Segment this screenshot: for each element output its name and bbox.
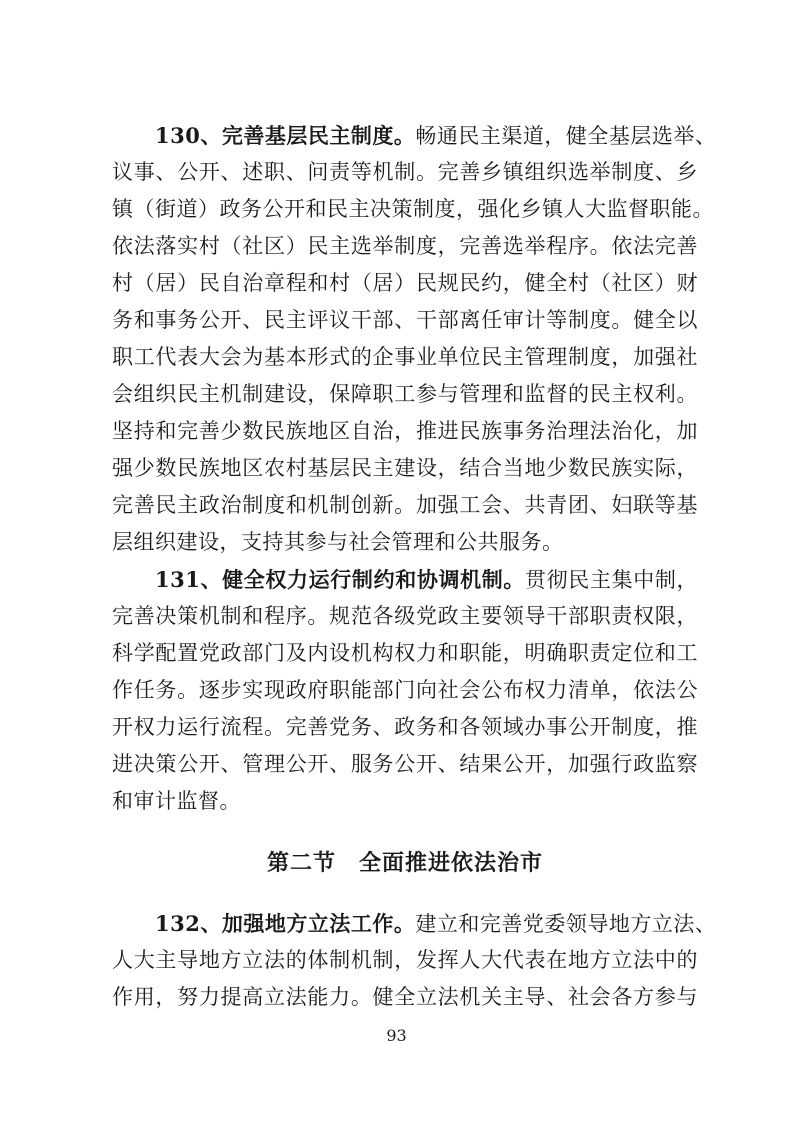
paragraph-line: 人大主导地方立法的体制机制，发挥人大代表在地方立法中的 bbox=[112, 948, 698, 972]
paragraph-head: 130、完善基层民主制度。 bbox=[155, 123, 416, 148]
paragraph-line: 科学配置党政部门及内设机构权力和职能，明确职责定位和工 bbox=[112, 641, 698, 665]
paragraph-131 bbox=[112, 561, 698, 820]
paragraph-text: 建立和完善党委领导地方立法、 bbox=[415, 912, 717, 936]
paragraph-line: 进决策公开、管理公开、服务公开、结果公开，加强行政监察 bbox=[112, 752, 698, 776]
paragraph-line: 完善民主政治制度和机制创新。加强工会、共青团、妇联等基 bbox=[112, 493, 698, 517]
paragraph-line: 村（居）民自治章程和村（居）民规民约，健全村（社区）财 bbox=[112, 271, 698, 295]
paragraph-line: 和审计监督。 bbox=[112, 789, 241, 813]
page-content bbox=[112, 117, 717, 1016]
paragraph-line: 层组织建设，支持其参与社会管理和公共服务。 bbox=[112, 530, 564, 554]
paragraph-130 bbox=[112, 117, 717, 561]
paragraph-line: 开权力运行流程。完善党务、政务和各领域办事公开制度，推 bbox=[112, 715, 698, 739]
paragraph-line bbox=[112, 561, 698, 598]
paragraph-line: 依法落实村（社区）民主选举制度，完善选举程序。依法完善 bbox=[112, 234, 698, 258]
paragraph-line: 务和事务公开、民主评议干部、干部离任审计等制度。健全以 bbox=[112, 308, 698, 332]
paragraph-line: 强少数民族地区农村基层民主建设，结合当地少数民族实际， bbox=[112, 456, 698, 480]
paragraph-text: 贯彻民主集中制， bbox=[525, 568, 698, 592]
paragraph-text: 畅通民主渠道，健全基层选举、 bbox=[415, 124, 717, 148]
paragraph-line: 议事、公开、述职、问责等机制。完善乡镇组织选举制度、乡 bbox=[112, 160, 698, 184]
paragraph-head: 132、加强地方立法工作。 bbox=[155, 911, 416, 936]
page-number: 93 bbox=[386, 1026, 407, 1045]
paragraph-line: 镇（街道）政务公开和民主决策制度，强化乡镇人大监督职能。 bbox=[112, 197, 714, 221]
paragraph-line: 作任务。逐步实现政府职能部门向社会公布权力清单，依法公 bbox=[112, 678, 698, 702]
paragraph-line bbox=[112, 117, 717, 154]
paragraph-line: 会组织民主机制建设，保障职工参与管理和监督的民主权利。 bbox=[112, 382, 698, 406]
paragraph-line: 作用，努力提高立法能力。健全立法机关主导、社会各方参与 bbox=[112, 985, 698, 1009]
paragraph-line bbox=[112, 905, 717, 942]
section-heading: 第二节 全面推进依法治市 bbox=[266, 850, 543, 876]
paragraph-132 bbox=[112, 905, 717, 1016]
paragraph-line: 坚持和完善少数民族地区自治，推进民族事务治理法治化，加 bbox=[112, 419, 698, 443]
paragraph-line: 完善决策机制和程序。规范各级党政主要领导干部职责权限， bbox=[112, 604, 698, 628]
paragraph-line: 职工代表大会为基本形式的企事业单位民主管理制度，加强社 bbox=[112, 345, 698, 369]
paragraph-head: 131、健全权力运行制约和协调机制。 bbox=[155, 567, 526, 592]
